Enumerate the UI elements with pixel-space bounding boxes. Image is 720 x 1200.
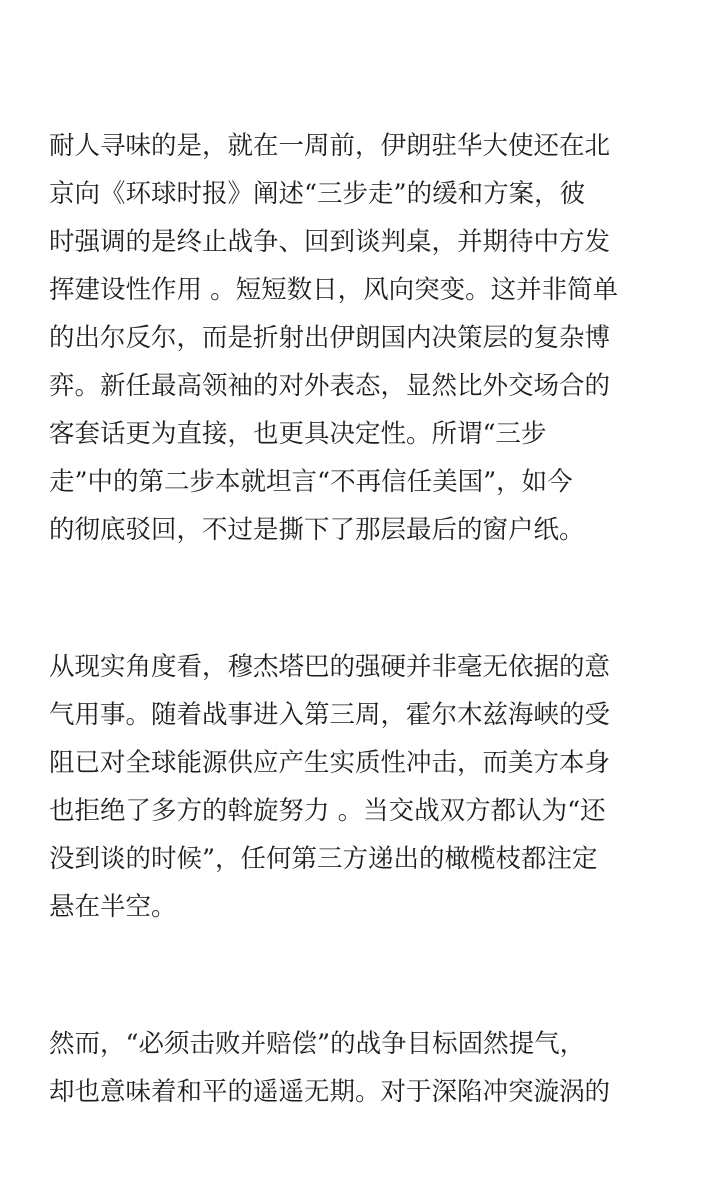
text-line: 也拒绝了多方的斡旋努力 。当交战双方都认为“还 <box>49 796 606 826</box>
paragraph-3 <box>49 1020 671 1116</box>
text-line: 走”中的第二步本就坦言“不再信任美国”，如今 <box>49 467 573 497</box>
paragraph-1 <box>49 122 671 554</box>
text-line: 的彻底驳回，不过是撕下了那层最后的窗户纸。 <box>49 515 585 545</box>
text-line: 没到谈的时候”，任何第三方递出的橄榄枝都注定 <box>49 844 598 874</box>
paragraph-2 <box>49 643 671 931</box>
text-line: 京向《环球时报》阐述“三步走”的缓和方案，彼 <box>49 179 586 209</box>
text-line: 阻已对全球能源供应产生实质性冲击，而美方本身 <box>49 748 611 778</box>
text-line: 却也意味着和平的遥遥无期。对于深陷冲突漩涡的 <box>49 1077 611 1107</box>
text-line: 耐人寻味的是，就在一周前，伊朗驻华大使还在北 <box>49 131 611 161</box>
text-line: 然而，“必须击败并赔偿”的战争目标固然提气， <box>49 1029 586 1059</box>
text-line: 客套话更为直接，也更具决定性。所谓“三步 <box>49 419 547 449</box>
text-line: 气用事。随着战事进入第三周，霍尔木兹海峡的受 <box>49 700 611 730</box>
text-line: 时强调的是终止战争、回到谈判桌，并期待中方发 <box>49 227 611 257</box>
article-body <box>49 122 671 1116</box>
paragraph-spacer <box>49 554 671 643</box>
text-line: 从现实角度看，穆杰塔巴的强硬并非毫无依据的意 <box>49 652 611 682</box>
paragraph-spacer <box>49 931 671 1020</box>
text-line: 挥建设性作用 。短短数日，风向突变。这并非简单 <box>49 275 619 305</box>
text-line: 的出尔反尔，而是折射出伊朗国内决策层的复杂博 <box>49 323 611 353</box>
text-line: 弈。新任最高领袖的对外表态，显然比外交场合的 <box>49 371 611 401</box>
text-line: 悬在半空。 <box>49 892 177 922</box>
